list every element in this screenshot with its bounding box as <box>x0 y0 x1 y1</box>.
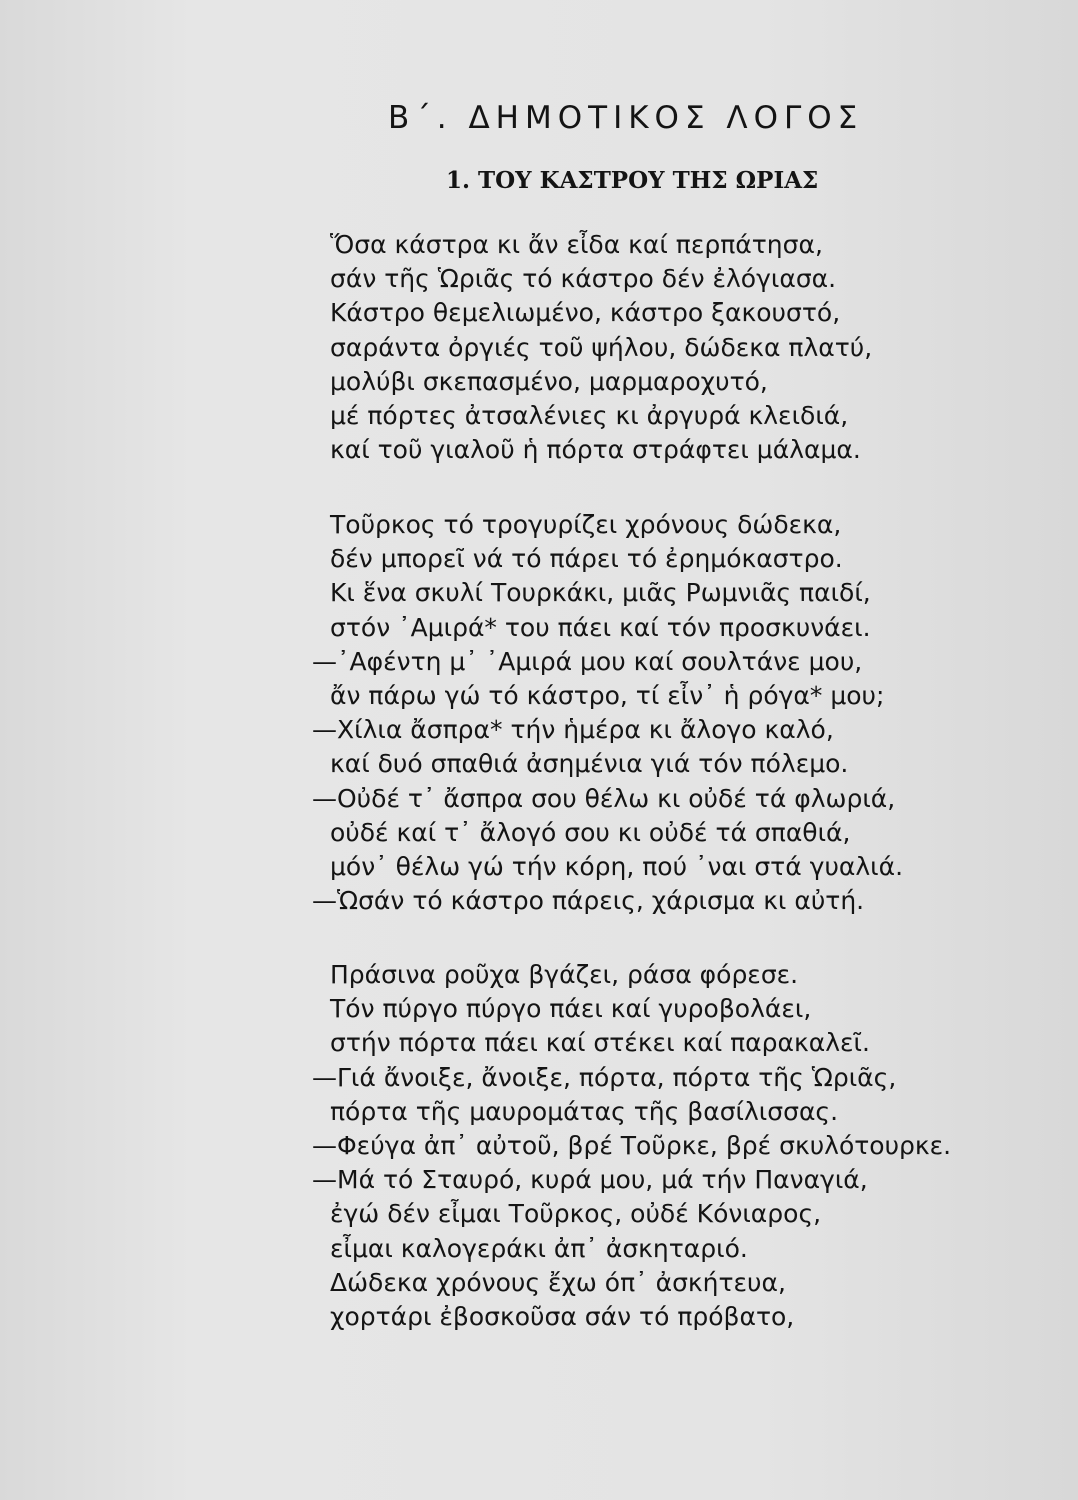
poem-line: στόν ᾿Αμιρά* του πάει καί τόν προσκυνάει. <box>330 612 871 642</box>
poem-line: —Ὡσάν τό κάστρο πάρεις, χάρισμα κι αὐτή. <box>312 886 865 916</box>
poem-line: δέν μπορεῖ νά τό πάρει τό ἐρημόκαστρο. <box>330 544 843 574</box>
poem-line: σάν τῆς Ὡριᾶς τό κάστρο δέν ἐλόγιασα. <box>330 264 837 294</box>
poem-heading: 1. ΤΟΥ ΚΑΣΤΡΟΥ ΤΗΣ ΩΡΙΑΣ <box>446 167 819 194</box>
poem-line: —Χίλια ἄσπρα* τήν ἡμέρα κι ἄλογο καλό, <box>312 715 834 745</box>
poem-line: Πράσινα ροῦχα βγάζει, ράσα φόρεσε. <box>330 960 799 989</box>
poem-line: Δώδεκα χρόνους ἔχω όπ᾿ ἀσκήτευα, <box>330 1267 786 1297</box>
poem-line: ἐγώ δέν εἶμαι Τοῦρκος, οὐδέ Κόνιαρος, <box>330 1199 822 1229</box>
poem-line: Ὅσα κάστρα κι ἄν εἶδα καί περπάτησα, <box>330 230 823 259</box>
poem-line: —᾿Αφέντη μ᾿ ᾿Αμιρά μου καί σουλτάνε μου, <box>312 646 863 676</box>
poem-line: Τοῦρκος τό τρογυρίζει χρόνους δώδεκα, <box>330 510 842 539</box>
stanza-1 <box>330 228 872 467</box>
stanza-2 <box>312 508 904 918</box>
poem-line: Κι ἕνα σκυλί Τουρκάκι, μιᾶς Ρωμνιᾶς παιδί, <box>330 578 871 608</box>
poem-line: —Γιά ἄνοιξε, ἄνοιξε, πόρτα, πόρτα τῆς Ὡριᾶς, <box>312 1062 897 1092</box>
poem-line: μέ πόρτες ἀτσαλένιες κι ἀργυρά κλειδιά, <box>330 401 849 431</box>
poem-line: Τόν πύργο πύργο πάει καί γυροβολάει, <box>330 994 812 1024</box>
section-heading: Β΄. ΔΗΜΟΤΙΚΟΣ ΛΟΓΟΣ <box>388 100 864 136</box>
poem-line: μόν᾿ θέλω γώ τήν κόρη, πού ᾿ναι στά γυαλιά. <box>330 852 904 882</box>
poem-line: στήν πόρτα πάει καί στέκει καί παρακαλεῖ. <box>330 1028 870 1058</box>
poem-line: —Φεύγα ἀπ᾿ αὐτοῦ, βρέ Τοῦρκε, βρέ σκυλότουρκε. <box>312 1131 952 1161</box>
poem-line: Κάστρο θεμελιωμένο, κάστρο ξακουστό, <box>330 298 841 328</box>
poem-line: εἶμαι καλογεράκι ἀπ᾿ ἀσκηταριό. <box>330 1233 748 1263</box>
poem-line: ἄν πάρω γώ τό κάστρο, τί εἶν᾿ ἡ ρόγα* μου; <box>330 681 885 711</box>
poem-line: —Οὐδέ τ᾿ ἄσπρα σου θέλω κι οὐδέ τά φλωριά, <box>312 783 896 813</box>
poem-line: μολύβι σκεπασμένο, μαρμαροχυτό, <box>330 366 768 396</box>
poem-line: οὐδέ καί τ᾿ ἄλογό σου κι οὐδέ τά σπαθιά, <box>330 817 851 847</box>
stanza-3 <box>312 958 951 1334</box>
poem-line: καί τοῦ γιαλοῦ ἡ πόρτα στράφτει μάλαμα. <box>330 435 861 465</box>
poem-line: σαράντα ὀργιές τοῦ ψήλου, δώδεκα πλατύ, <box>330 332 873 362</box>
poem-line: χορτάρι ἐβοσκοῦσα σάν τό πρόβατο, <box>330 1302 795 1332</box>
poem-line: καί δυό σπαθιά ἀσημένια γιά τόν πόλεμο. <box>330 749 849 779</box>
poem-line: πόρτα τῆς μαυρομάτας τῆς βασίλισσας. <box>330 1096 839 1126</box>
poem-line: —Μά τό Σταυρό, κυρά μου, μά τήν Παναγιά, <box>312 1165 868 1195</box>
